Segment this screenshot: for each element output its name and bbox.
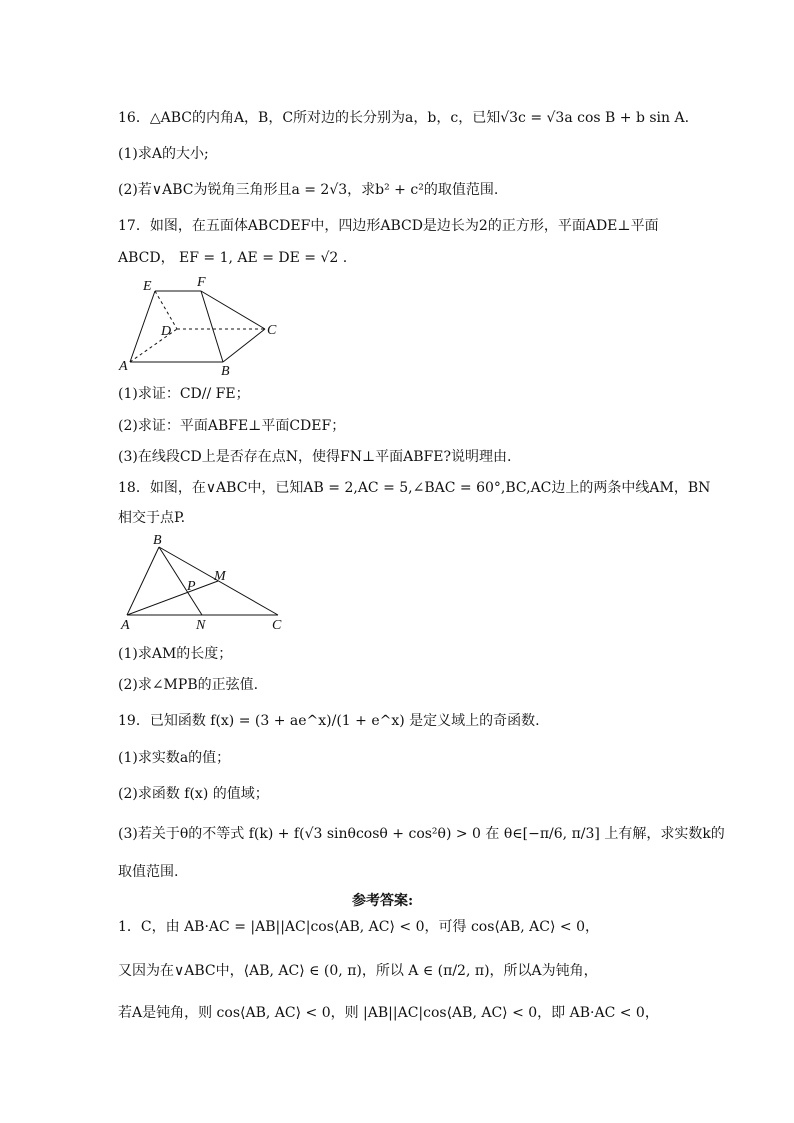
q19-stem: 19．已知函数 f(x) = (3 + ae^x)/(1 + e^x) 是定义域上的奇函数.	[118, 713, 540, 729]
q17-stem-line2: ABCD， EF = 1, AE = DE = √2 .	[118, 250, 348, 266]
triangle-figure	[115, 533, 290, 633]
q18-part1: (1)求AM的长度；	[118, 646, 233, 662]
q19-part2: (2)求函数 f(x) 的值域；	[118, 786, 269, 802]
answer-line3: 若A是钝角，则 cos⟨AB, AC⟩ < 0，则 |AB||AC|cos⟨AB, AC⟩ < 0，即 AB·AC < 0，	[118, 1005, 659, 1021]
label-b: B	[153, 533, 162, 548]
edge-bc	[223, 329, 265, 362]
q17-stem-line1: 17．如图，在五面体ABCDEF中，四边形ABCD是边长为2的正方形，平面ADE⊥平面	[118, 218, 659, 234]
q16-stem: 16．△ABC的内角A，B，C所对边的长分别为a，b，c，已知√3c = √3a cos B + b sin A.	[118, 110, 690, 126]
q18-part2: (2)求∠MPB的正弦值.	[118, 677, 259, 693]
label-n: N	[196, 618, 206, 633]
answer-line2: 又因为在∨ABC中，⟨AB, AC⟩ ∈ (0, π)，所以 A ∈ (π/2, π)，所以A为钝角，	[118, 963, 598, 979]
q18-stem-line1: 18．如图，在∨ABC中，已知AB = 2,AC = 5,∠BAC = 60°,BC,AC边上的两条中线AM，BN	[118, 480, 711, 496]
q19-part3-cont: 取值范围.	[118, 864, 179, 880]
label-f: F	[197, 275, 206, 290]
label-e: E	[143, 279, 152, 294]
answers-title: 参考答案:	[352, 893, 414, 909]
q19-part1: (1)求实数a的值；	[118, 750, 231, 766]
label-m: M	[214, 569, 226, 584]
label-b: B	[221, 364, 230, 376]
label-c: C	[267, 323, 277, 338]
label-a: A	[121, 618, 130, 633]
answer-line1: 1．C，由 AB·AC = |AB||AC|cos⟨AB, AC⟩ < 0，可得 cos⟨AB, AC⟩ < 0，	[118, 919, 599, 935]
q16-part1: (1)求A的大小;	[118, 146, 209, 162]
q19-part3: (3)若关于θ的不等式 f(k) + f(√3 sinθcosθ + cos²θ) > 0 在 θ∈[−π/6, π/3] 上有解，求实数k的	[118, 826, 725, 842]
label-a: A	[119, 359, 128, 374]
label-d: D	[161, 324, 172, 339]
edge-ea	[130, 291, 155, 362]
q16-part2: (2)若∨ABC为锐角三角形且a = 2√3，求b² + c²的取值范围.	[118, 182, 499, 198]
q17-part2: (2)求证：平面ABFE⊥平面CDEF；	[118, 418, 346, 434]
q17-part1: (1)求证：CD// FE；	[118, 386, 250, 402]
q17-part3: (3)在线段CD上是否存在点N，使得FN⊥平面ABFE?说明理由.	[118, 449, 512, 465]
pentahedron-figure	[115, 272, 285, 376]
q18-stem-line2: 相交于点P.	[118, 510, 186, 526]
label-p: P	[187, 579, 196, 594]
label-c: C	[272, 618, 282, 633]
